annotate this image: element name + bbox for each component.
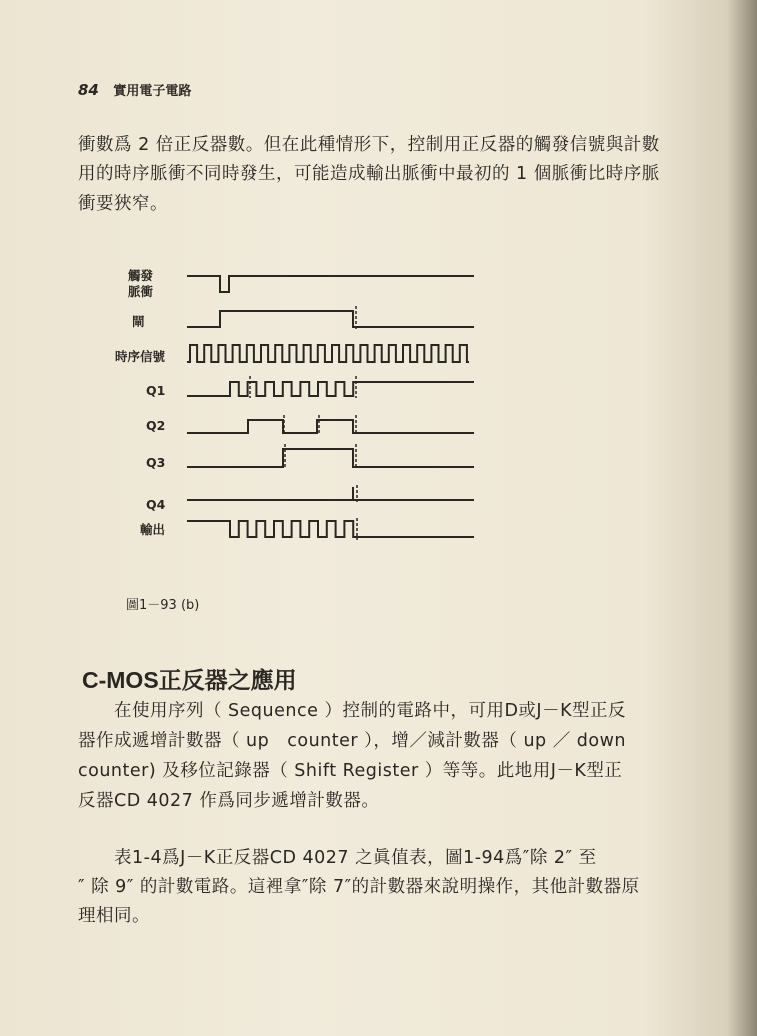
label-clock: 時序信號 [115, 349, 166, 364]
q3-wave [187, 449, 474, 467]
paragraph-line: 衝數爲 2 倍正反器數。但在此種情形下，控制用正反器的觸發信號與計數 [78, 135, 660, 155]
label-gate: 閘 [132, 314, 145, 329]
paragraph-line: 表1-4爲J－K正反器CD 4027 之眞值表，圖1-94爲″除 2″ 至 [78, 848, 597, 868]
label-q2: Q2 [146, 418, 166, 433]
q2-wave [187, 420, 474, 433]
label-q4: Q4 [146, 497, 166, 512]
paragraph-line: 器作成遞增計數器（ up counter ），增／減計數器（ up ／ down [78, 731, 627, 751]
paragraph-line: 理相同。 [78, 906, 150, 926]
paragraph-line: ″ 除 9″ 的計數電路。這裡拿″除 7″的計數器來說明操作，其他計數器原 [78, 877, 640, 897]
label-output: 輸出 [140, 522, 166, 537]
label-trigger: 觸發 [128, 268, 154, 283]
label-trigger-2: 脈衝 [128, 284, 154, 299]
paragraph-line: 反器CD 4027 作爲同步遞增計數器。 [78, 791, 380, 811]
label-q3: Q3 [146, 455, 166, 470]
gate-wave [187, 311, 474, 327]
paragraph-line: counter) 及移位記錄器（ Shift Register ）等等。此地用J－K型正 [78, 761, 623, 781]
label-q1: Q1 [146, 383, 166, 398]
section-heading: C-MOS正反器之應用 [82, 667, 297, 693]
output-wave [187, 521, 474, 537]
paragraph-line: 在使用序列（ Sequence ）控制的電路中，可用D或J－K型正反 [78, 701, 627, 721]
book-title: 實用電子電路 [113, 84, 192, 99]
paragraph-line: 衝要狹窄。 [78, 194, 168, 214]
figure-caption: 圖1－93 (b) [126, 598, 200, 613]
page-number: 84 [78, 81, 99, 99]
clock-wave [187, 345, 469, 362]
paragraph-line: 用的時序脈衝不同時發生，可能造成輸出脈衝中最初的 1 個脈衝比時序脈 [78, 164, 660, 184]
q1-wave [187, 382, 474, 396]
q4-wave [187, 487, 474, 500]
trigger-pulse-wave [187, 276, 474, 292]
